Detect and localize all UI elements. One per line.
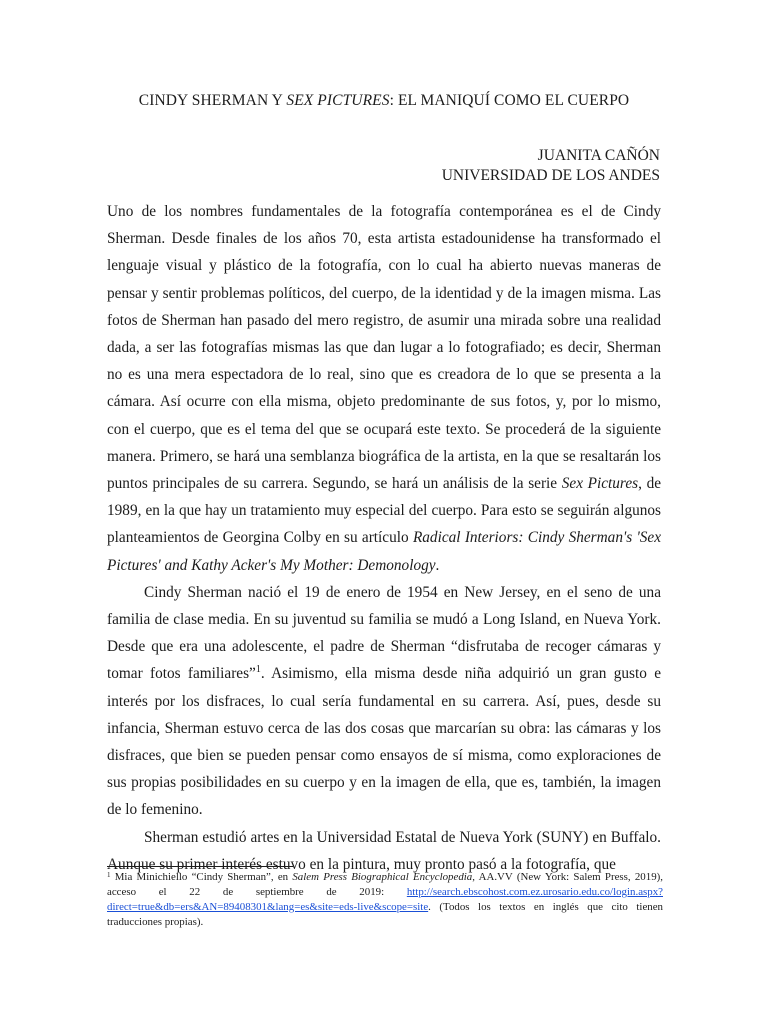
- paragraph-text: Uno de los nombres fundamentales de la fotografía contemporánea es el de Cindy Sherman. Desde finales de los años 70, esta artista estadounidense ha transformado el lenguaje visual y plástico de la fotografía, con lo cual ha abierto nuevas maneras de pensar y sentir problemas políticos, del cuerpo, de la identidad y de la imagen misma. Las fotos de Sherman han pasado del mero registro, de asumir una mirada sobre una realidad dada, a ser las fotografías mismas las que dan lugar a lo fotografiado; es decir, Sherman no es una mera espectadora de lo real, sino que es creadora de lo que se presenta a la cámara. Así ocurre con ella misma, objeto predominante de sus fotos, y, por lo mismo, con el cuerpo, que es el tema del que se ocupará este texto. Se procederá de la siguiente manera. Primero, se hará una semblanza biográfica de la artista, en la que se resaltarán los puntos principales de su carrera. Segundo, se hará un análisis de la serie: [107, 203, 661, 493]
- paragraph-text: Cindy Sherman nació el 19 de enero de 1954 en New Jersey, en el seno de una familia de clase media. En su juventud su familia se mudó a Long Island, en Nueva York. Desde que era una adolescente, el padre de Sherman “disfrutaba de recoger cámaras y tomar fotos familiares”: [107, 583, 661, 683]
- footnote-separator: [107, 866, 293, 867]
- footnote-text: Mia Minichiello “Cindy Sherman”, en: [110, 871, 293, 883]
- footnote-link[interactable]: http://search.ebscohost.com.ez.urosario.edu.co/login.aspx?direct=true&db=ers&AN=89408301&lang=es&site=eds-live&scope=site: [107, 886, 663, 913]
- title-italic: SEX PICTURES: [286, 92, 390, 109]
- footnote-reference[interactable]: 1: [255, 664, 261, 676]
- italic-text: Radical Interiors: Cindy Sherman's 'Sex Pictures' and Kathy Acker's My Mother: Demonology: [107, 529, 661, 574]
- paragraph-text: , de 1989, en la que hay un tratamiento muy especial del cuerpo. Para esto se seguirán algunos planteamientos de Georgina Colby en su artículo: [107, 475, 662, 547]
- title-text-start: CINDY SHERMAN Y: [138, 92, 287, 109]
- paragraph-2: [107, 579, 661, 824]
- footnote-italic: Salem Press Biographical Encyclopedia: [292, 871, 473, 883]
- document-title: [0, 92, 768, 110]
- body-text: [107, 198, 661, 878]
- footnote: [107, 870, 663, 930]
- author-block: [442, 146, 660, 186]
- author-name: JUANITA CAÑÓN: [537, 147, 660, 164]
- paragraph-text: . Asimismo, ella misma desde niña adquirió un gran gusto e interés por los disfraces, lo cual sería fundamental en su carrera. Así, pues, desde su infancia, Sherman estuvo cerca de las dos cosas que marcarían su obra: las cámaras y los disfraces, que bien se pueden pensar como ensayos de sí misma, como exploraciones de sus propias posibilidades en su cuerpo y en la imagen de ella, que es, también, la imagen de lo femenino.: [107, 665, 661, 819]
- paragraph-1: [107, 198, 661, 579]
- title-text-end: : EL MANIQUÍ COMO EL CUERPO: [389, 92, 630, 109]
- paragraph-text: Sherman estudió artes en la Universidad Estatal de Nueva York (SUNY) en Buffalo. Aunque su primer interés estuvo en la pintura, muy pronto pasó a la fotografía, que: [107, 828, 661, 873]
- author-affiliation: UNIVERSIDAD DE LOS ANDES: [441, 167, 660, 184]
- footnote-text: , AA.VV (New York: Salem Press, 2019), acceso el 22 de septiembre de 2019:: [107, 871, 663, 898]
- paragraph-text: .: [435, 556, 440, 574]
- italic-text: Sex Pictures: [561, 475, 639, 493]
- footnote-text: . (Todos los textos en inglés que cito tienen traducciones propias).: [107, 901, 663, 928]
- footnote-number: 1: [107, 871, 111, 879]
